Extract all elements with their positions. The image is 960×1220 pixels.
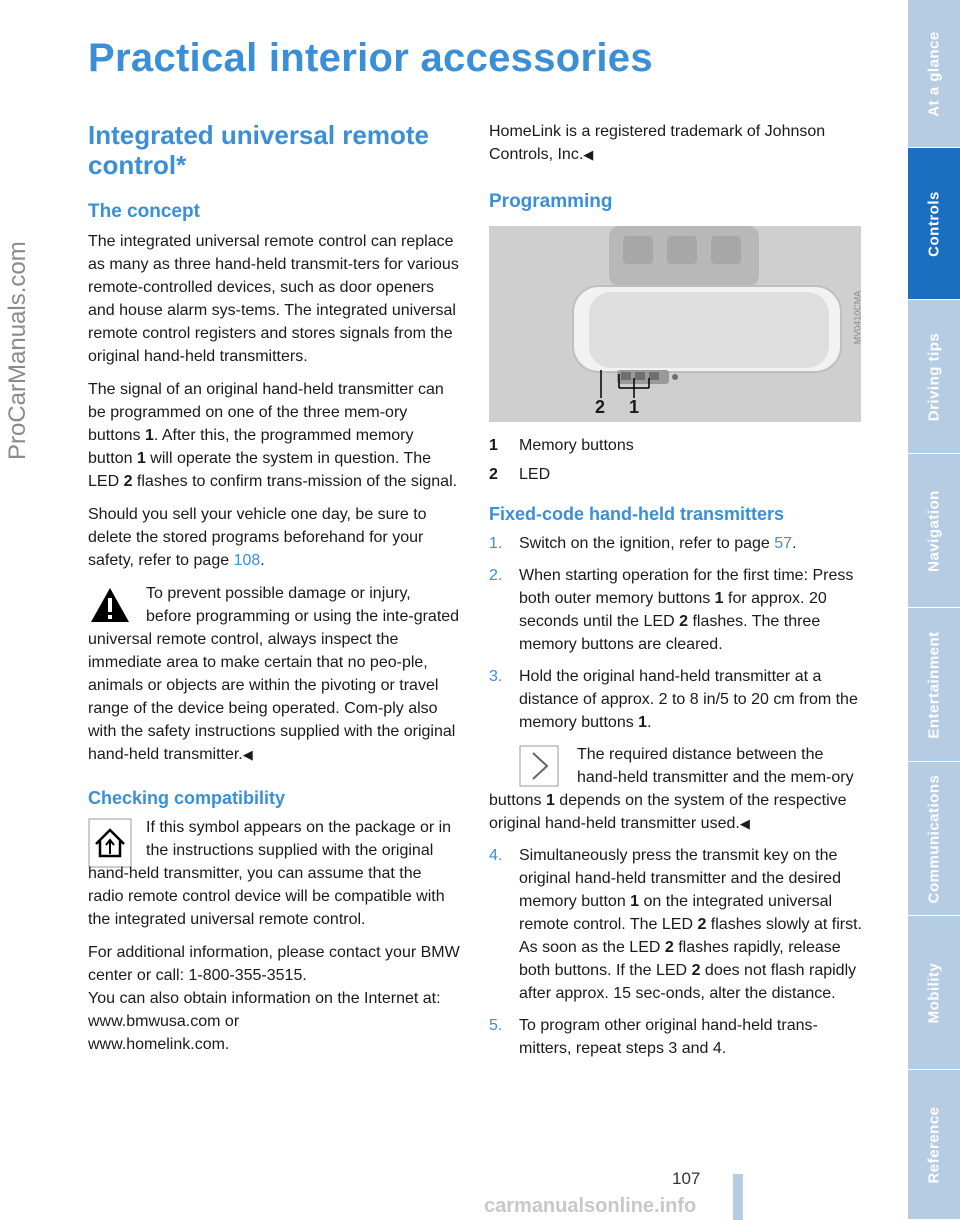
tab-communications[interactable]: Communications [908, 762, 960, 916]
warning-icon [88, 584, 132, 626]
mirror-figure [489, 226, 861, 422]
page-marker [733, 1174, 743, 1220]
info-paragraph: For additional information, please contact your BMW center or call: 1-800-355-3515. [88, 944, 460, 984]
side-watermark: ProCarManuals.com [4, 241, 31, 460]
warning-note: To prevent possible damage or injury, before programming or using the inte-grated universal remote control, always inspect the immediate area to make certain that no peo-ple, animals or objects are within the pivoting or travel range of the device being operated. Com-ply also with the safety instructions supplied with the original hand-held transmitter.◀ [88, 585, 460, 763]
tab-at-a-glance[interactable]: At a glance [908, 0, 960, 148]
steps-list-continued [489, 844, 863, 1060]
trademark-note: HomeLink is a registered trademark of Johnson Controls, Inc.◀ [489, 123, 826, 163]
page-number: 107 [672, 1169, 701, 1188]
fixed-code-heading: Fixed-code hand-held transmitters [489, 504, 785, 524]
page-link-108[interactable]: 108 [233, 552, 261, 569]
concept-heading: The concept [88, 201, 200, 222]
tab-entertainment[interactable]: Entertainment [908, 608, 960, 762]
programming-heading: Programming [489, 191, 613, 212]
steps-list [489, 532, 863, 734]
left-column [88, 120, 460, 1066]
tab-driving-tips[interactable]: Driving tips [908, 300, 960, 454]
tab-controls[interactable]: Controls [908, 148, 960, 300]
compatibility-heading: Checking compatibility [88, 788, 286, 808]
right-column [489, 120, 863, 1069]
homelink-house-icon [88, 818, 132, 860]
page-title: Practical interior accessories [88, 36, 653, 80]
concept-paragraph-3: Should you sell your vehicle one day, be sure to delete the stored programs beforehand for your safety, refer to page 108. [88, 506, 427, 569]
step-item: 3. Hold the original hand-held transmitter at a distance of approx. 2 to 8 in/5 to 20 cm from the memory buttons 1. [489, 668, 858, 731]
concept-paragraph-2: The signal of an original hand-held transmitter can be programmed on one of the three mem-ory buttons 1. After this, the programmed memory button 1 will operate the system in question. The LED 2 flashes to confirm trans-mission of the signal. [88, 381, 458, 490]
page-link-57[interactable]: 57 [774, 535, 793, 552]
compatibility-note: If this symbol appears on the package or in the instructions supplied with the original hand-held transmitter, you can assume that the radio remote control device will be compatible with the integrated universal remote control. [88, 819, 452, 928]
info-internet: You can also obtain information on the Internet at: [88, 990, 441, 1007]
legend-item: 2 LED [489, 466, 551, 483]
concept-paragraph-1: The integrated universal remote control can replace as many as three hand-held transmit-ters for various remote-controlled devices, such as door openers and house alarm sys-tems. The integrated universal remote control registers and stores signals from the original hand-held transmitters. [88, 233, 459, 365]
step-item: 4. Simultaneously press the transmit key on the original hand-held transmitter and the desired memory button 1 on the integrated universal remote control. The LED 2 flashes slowly at first. As soon as the LED 2 flashes rapidly, release both buttons. If the LED 2 does not flash rapidly after approx. 15 sec-onds, alter the distance. [489, 847, 862, 1002]
tab-mobility[interactable]: Mobility [908, 916, 960, 1070]
step-item: 1. Switch on the ignition, refer to page 57. [489, 535, 797, 552]
figure-label-1: 1 [629, 397, 640, 417]
footer-watermark: carmanualsonline.info [484, 1195, 697, 1217]
figure-code: MV0410CMA [852, 290, 863, 345]
distance-note: The required distance between the hand-held transmitter and the mem-ory buttons 1 depends on the system of the respective original hand-held transmitter used.◀ [489, 746, 854, 832]
info-link-homelink: www.homelink.com. [88, 1036, 230, 1053]
note-arrow-icon [519, 745, 563, 787]
step-item: 5. To program other original hand-held trans-mitters, repeat steps 3 and 4. [489, 1017, 818, 1057]
figure-label-2: 2 [595, 397, 606, 417]
info-link-bmw: www.bmwusa.com or [88, 1013, 240, 1030]
tab-navigation[interactable]: Navigation [908, 454, 960, 608]
step-item: 2. When starting operation for the first time: Press both outer memory buttons 1 for approx. 20 seconds until the LED 2 flashes. The three memory buttons are cleared. [489, 567, 854, 653]
tab-reference[interactable]: Reference [908, 1070, 960, 1220]
figure-legend [489, 434, 863, 486]
legend-item: 1 Memory buttons [489, 437, 634, 454]
section-heading: Integrated universal remote control* [88, 120, 429, 180]
chapter-tabs [908, 0, 960, 1220]
